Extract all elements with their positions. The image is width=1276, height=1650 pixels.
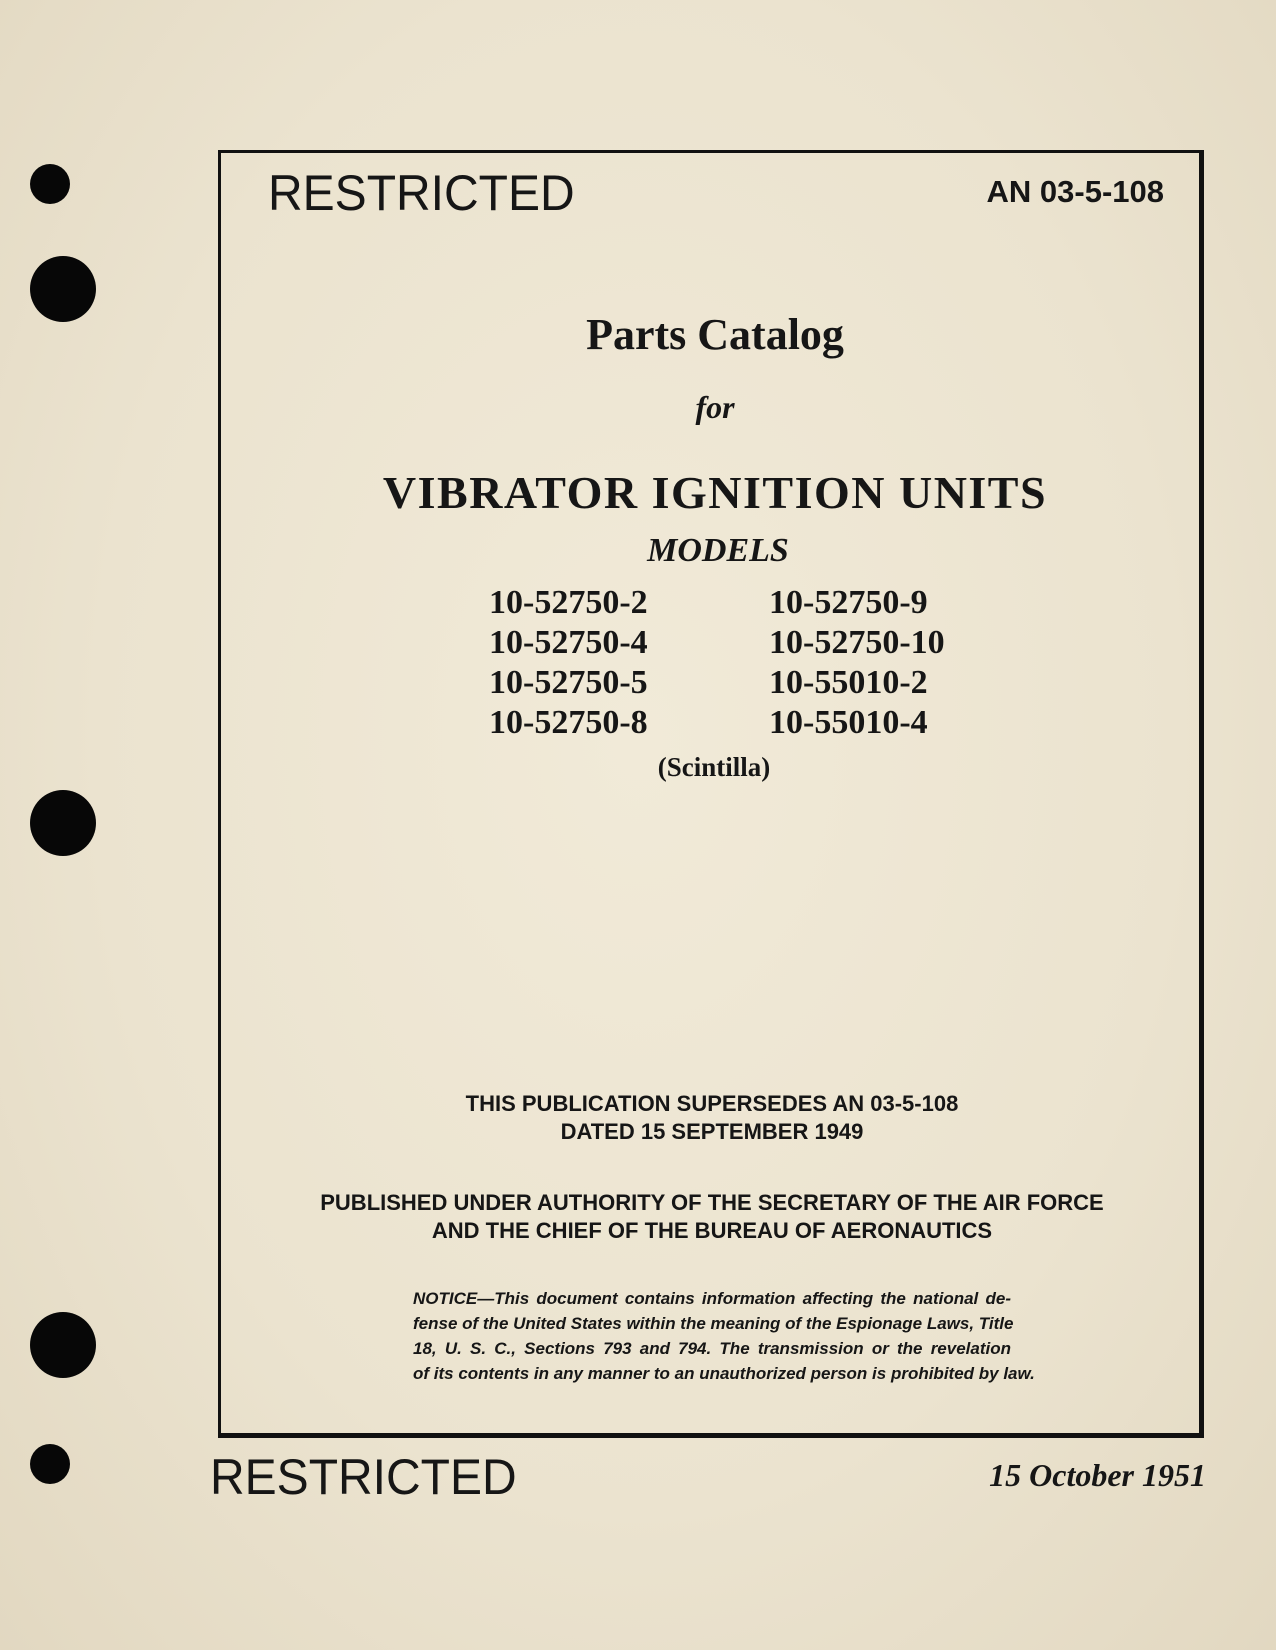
document-title: Parts Catalog xyxy=(586,310,844,359)
model-number: 10-55010-2 xyxy=(769,664,928,701)
supersedes-line-1: THIS PUBLICATION SUPERSEDES AN 03-5-108 xyxy=(465,1091,959,1116)
notice-line: 18, U. S. C., Sections 793 and 794. The transmission or the revelation xyxy=(413,1339,1011,1358)
model-number: 10-55010-4 xyxy=(769,704,928,741)
authority-line-2: AND THE CHIEF OF THE BUREAU OF AERONAUTICS xyxy=(431,1218,993,1243)
binder-hole-3 xyxy=(30,790,96,856)
binder-hole-5 xyxy=(30,1444,70,1484)
classification-footer: RESTRICTED xyxy=(210,1449,517,1505)
security-notice xyxy=(413,1286,1035,1386)
authority-line-1: PUBLISHED UNDER AUTHORITY OF THE SECRETARY OF THE AIR FORCE xyxy=(320,1190,1104,1215)
models-heading: MODELS xyxy=(647,532,789,569)
model-number: 10-52750-9 xyxy=(769,584,928,621)
binder-hole-4 xyxy=(30,1312,96,1378)
model-number: 10-52750-5 xyxy=(489,664,648,701)
document-number: AN 03-5-108 xyxy=(986,174,1164,209)
publication-date: 15 October 1951 xyxy=(989,1457,1206,1493)
title-connector: for xyxy=(695,389,735,425)
notice-line: of its contents in any manner to an unauthorized person is prohibited by law. xyxy=(413,1364,1035,1383)
models-list xyxy=(489,584,969,741)
model-number: 10-52750-10 xyxy=(769,624,945,661)
manufacturer: (Scintilla) xyxy=(657,752,771,782)
model-number: 10-52750-8 xyxy=(489,704,648,741)
model-number: 10-52750-2 xyxy=(489,584,648,621)
classification-header: RESTRICTED xyxy=(268,165,575,221)
binder-hole-1 xyxy=(30,164,70,204)
notice-line: fense of the United States within the meaning of the Espionage Laws, Title xyxy=(413,1314,1014,1333)
notice-line: NOTICE—This document contains information affecting the national de- xyxy=(413,1289,1011,1308)
document-subject: VIBRATOR IGNITION UNITS xyxy=(382,467,1048,518)
model-number: 10-52750-4 xyxy=(489,624,648,661)
supersedes-line-2: DATED 15 SEPTEMBER 1949 xyxy=(560,1119,864,1144)
